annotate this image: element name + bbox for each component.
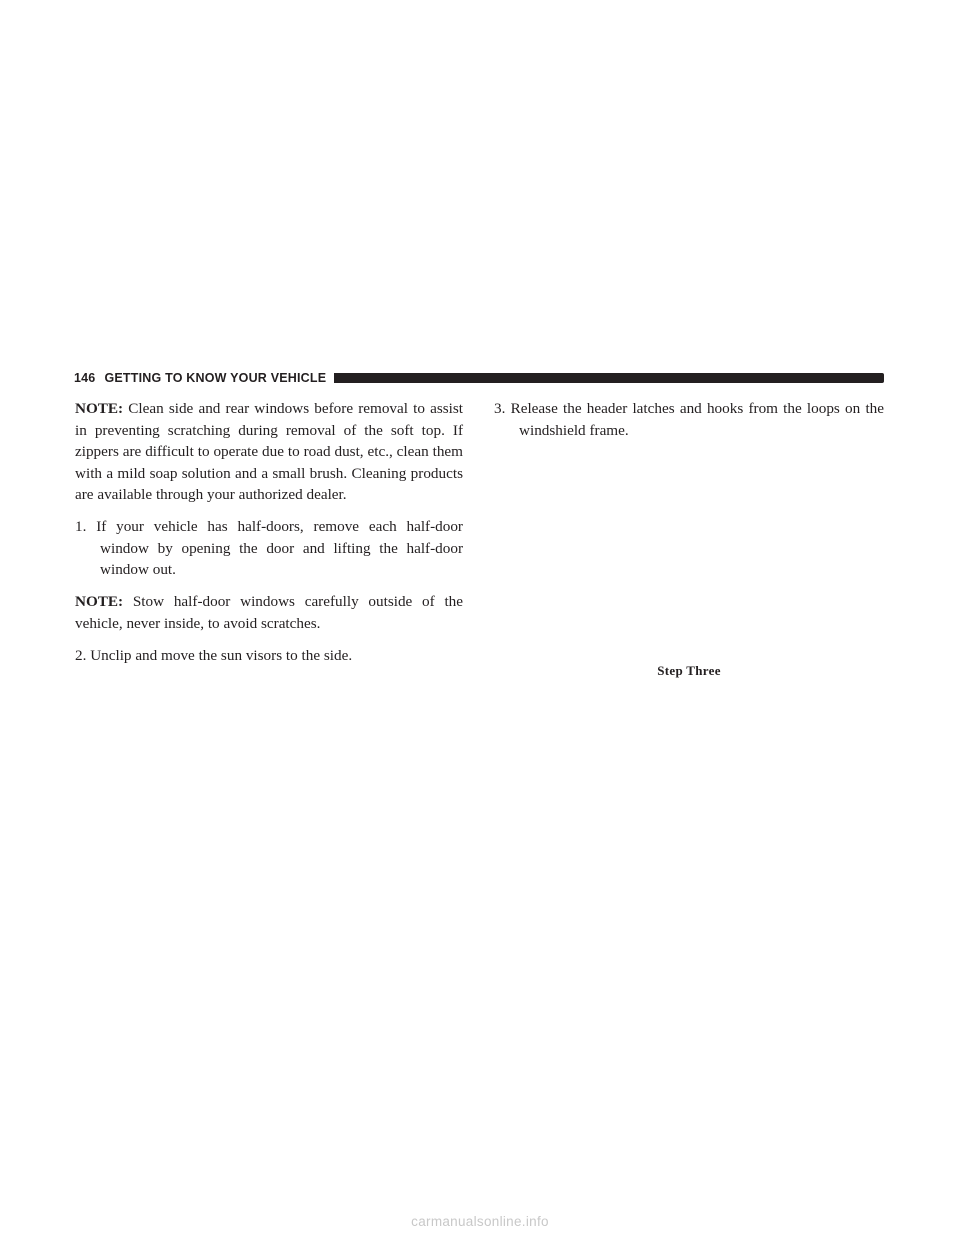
header-rule	[334, 373, 884, 383]
note-text-2: Stow half-door windows carefully outside of the vehicle, never inside, to avoid scratches.	[75, 593, 463, 632]
figure-caption: Step Three	[657, 663, 721, 678]
left-column	[75, 398, 463, 666]
page-header	[74, 370, 884, 386]
step-1: 1. If your vehicle has half-doors, remove each half-door window by opening the door and lifting the half-door window out.	[75, 518, 463, 578]
note-paragraph	[75, 398, 463, 506]
watermark: carmanualsonline.info	[411, 1214, 549, 1229]
note-label-2: NOTE:	[75, 593, 124, 610]
note-text: Clean side and rear windows before removal to assist in preventing scratching during removal of the soft top. If zippers are difficult to operate due to road dust, etc., clean them with a mild soap solution and a small brush. Cleaning products are available through your authorized dealer.	[75, 400, 463, 503]
page-number: 146	[74, 371, 96, 385]
step-3: 3. Release the header latches and hooks from the loops on the windshield frame.	[494, 400, 884, 439]
section-title: GETTING TO KNOW YOUR VEHICLE	[104, 371, 327, 385]
step-2: 2. Unclip and move the sun visors to the side.	[75, 646, 353, 664]
note-paragraph-2	[75, 591, 463, 634]
right-column	[494, 398, 884, 441]
note-label: NOTE:	[75, 400, 124, 417]
